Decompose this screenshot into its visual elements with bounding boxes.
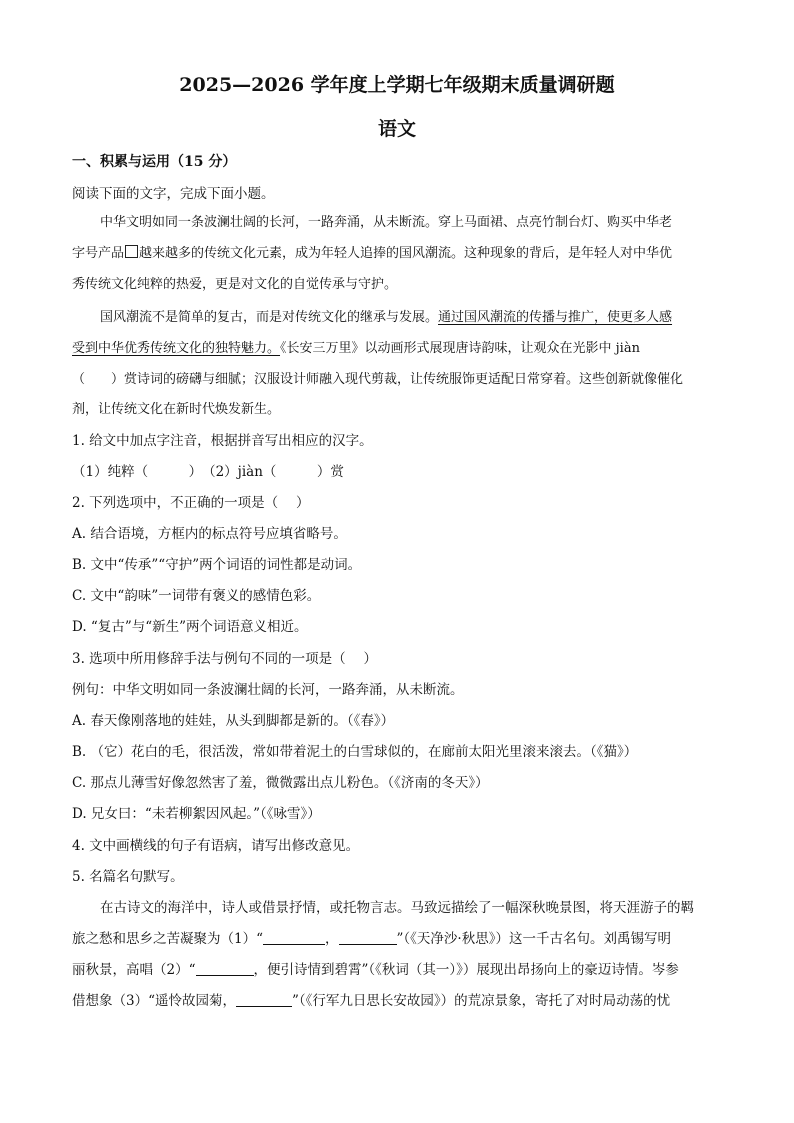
passage-line <box>72 244 672 264</box>
option-b: B. 文中“传承”“守护”两个词语的词性都是动词。 <box>72 557 362 573</box>
passage-line <box>72 339 640 359</box>
option-a: A. 春天像刚落地的娃娃，从头到脚都是新的。（《春》） <box>72 713 395 729</box>
question-5-text <box>72 929 671 949</box>
question-5-text <box>72 991 670 1011</box>
passage-line <box>100 308 672 328</box>
subject-title: 语文 <box>377 118 416 140</box>
passage-line: （ ）赏诗词的磅礴与细腻；汉服设计师融入现代剪裁，让传统服饰更适配日常穿着。这些创新就像催化 <box>72 372 684 387</box>
answer-blank[interactable] <box>236 992 292 1007</box>
option-a: A. 结合语境，方框内的标点符号应填省略号。 <box>72 526 347 542</box>
option-c: C. 那点儿薄雪好像忽然害了羞，微微露出点儿粉色。（《济南的冬天》） <box>72 775 489 791</box>
section-heading: 一、积累与运用（15 分） <box>72 154 237 170</box>
passage-text: 字号产品 <box>72 246 125 261</box>
passage-text: 越来越多的传统文化元素，成为年轻人追捧的国风潮流。这种现象的背后，是年轻人对中华优 <box>139 246 673 261</box>
question-5-text <box>72 960 679 980</box>
option-d: D. “复古”与“新生”两个词语意义相近。 <box>72 619 308 635</box>
passage-line: 中华文明如同一条波澜壮阔的长河，一路奔涌，从未断流。穿上马面裙、点亮竹制台灯、购买中华老 <box>100 215 673 230</box>
passage-line: 剂，让传统文化在新时代焕发新生。 <box>72 402 281 417</box>
question-1: 1. 给文中加点字注音，根据拼音写出相应的汉字。 <box>72 433 373 449</box>
question-5-text: 在古诗文的海洋中，诗人或借景抒情，或托物言志。马致远描绘了一幅深秋晚景图，将天涯游子的羁 <box>100 900 694 916</box>
example-sentence: 例句：中华文明如同一条波澜壮阔的长河，一路奔涌，从未断流。 <box>72 682 464 698</box>
underlined-sentence: 通过国风潮流的传播与推广，使更多人感 <box>438 310 673 325</box>
page-title: 2025—2026 学年度上学期七年级期末质量调研题 <box>179 74 615 96</box>
text-segment: ，便引诗情到碧霄”（《秋词（其一）》）展现出昂扬向上的豪迈诗情。岑参 <box>253 962 679 978</box>
answer-blank[interactable] <box>339 930 397 945</box>
text-segment: ”（《天净沙·秋思》）这一千古名句。刘禹锡写明 <box>396 931 671 947</box>
passage-text: 《长安三万里》以动画形式展现唐诗韵味，让观众在光影中 jiàn <box>280 341 640 356</box>
text-segment: ， <box>325 931 339 947</box>
question-5: 5. 名篇名句默写。 <box>72 869 184 885</box>
instruction: 阅读下面的文字，完成下面小题。 <box>72 186 275 202</box>
text-segment: ”（《行军九日思长安故园》）的荒凉景象，寄托了对时局动荡的忧 <box>292 993 671 1009</box>
option-d: D. 兄女曰：“未若柳絮因风起。”（《咏雪》） <box>72 806 321 822</box>
question-3: 3. 选项中所用修辞手法与例句不同的一项是（ ） <box>72 651 377 667</box>
question-4: 4. 文中画横线的句子有语病，请写出修改意见。 <box>72 838 360 854</box>
passage-line: 秀传统文化纯粹的热爱，更是对文化的自觉传承与守护。 <box>72 277 398 292</box>
text-segment: 借想象（3）“遥怜故园菊， <box>72 993 236 1009</box>
option-b: B. （它）花白的毛，很活泼，常如带着泥土的白雪球似的，在廊前太阳光里滚来滚去。（《猫》） <box>72 744 638 760</box>
punctuation-box <box>125 245 138 258</box>
question-1-parts: （1）纯粹（ ） （2）jiàn（ ）赏 <box>72 464 344 480</box>
answer-blank[interactable] <box>263 930 325 945</box>
text-segment: 丽秋景，高唱（2）“ <box>72 962 196 978</box>
question-2: 2. 下列选项中，不正确的一项是（ ） <box>72 495 310 511</box>
answer-blank[interactable] <box>196 961 254 976</box>
option-c: C. 文中“韵味”一词带有褒义的感情色彩。 <box>72 588 321 604</box>
passage-text: 国风潮流不是简单的复古，而是对传统文化的继承与发展。 <box>100 310 439 325</box>
text-segment: 旅之愁和思乡之苦凝聚为（1）“ <box>72 931 263 947</box>
underlined-sentence: 受到中华优秀传统文化的独特魅力。 <box>72 341 281 356</box>
